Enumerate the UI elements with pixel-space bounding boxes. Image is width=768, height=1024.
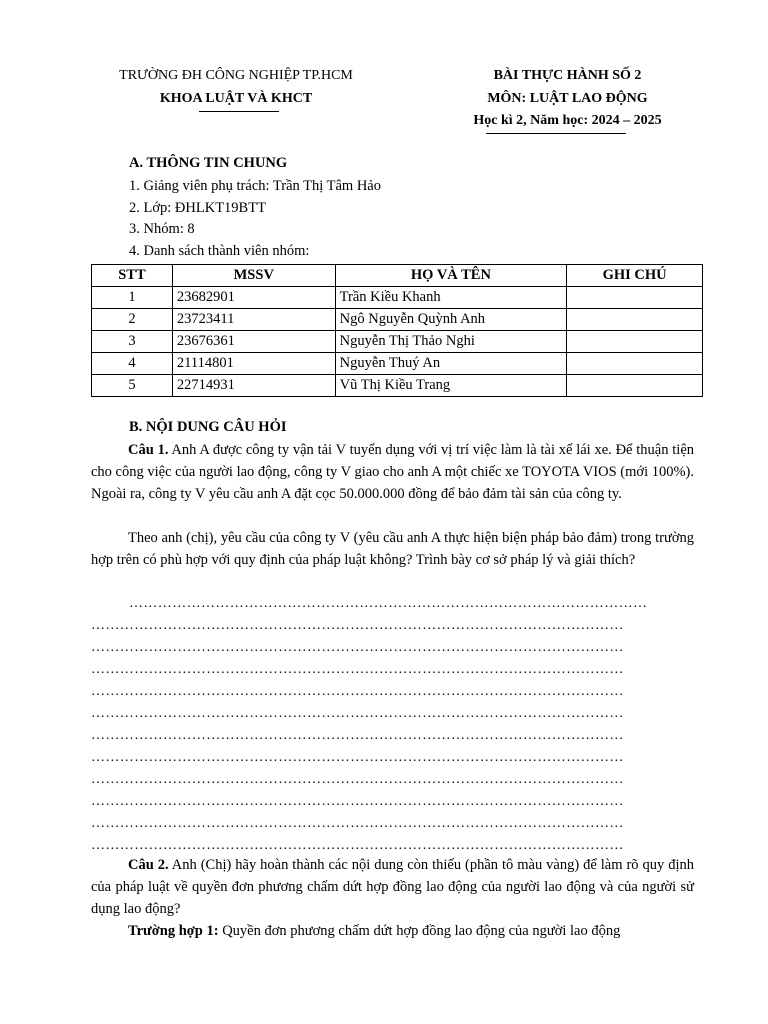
cell-mssv: 23723411 <box>172 309 335 331</box>
cell-fullname: Ngô Nguyễn Quỳnh Anh <box>335 309 567 331</box>
answer-line: ………………………………………………………………………………………………… <box>91 794 624 809</box>
semester-year: Học kì 2, Năm học: 2024 – 2025 <box>473 113 662 128</box>
question-1-prompt <box>91 527 694 571</box>
answer-line: ………………………………………………………………………………………………… <box>91 684 624 699</box>
answer-line: ………………………………………………………………………………………………… <box>91 662 624 677</box>
question-1-paragraph <box>91 439 694 505</box>
cell-mssv: 23682901 <box>172 287 335 309</box>
case-1-label: Trường hợp 1: <box>128 923 219 939</box>
cell-note <box>567 331 703 353</box>
answer-line: ………………………………………………………………………………………………… <box>91 706 624 721</box>
cell-fullname: Trần Kiều Khanh <box>335 287 567 309</box>
cell-stt: 1 <box>92 287 173 309</box>
question-1-label: Câu 1. <box>128 442 169 458</box>
answer-line: ………………………………………………………………………………………………… <box>91 618 624 633</box>
question-2-paragraph <box>91 854 694 920</box>
table-row <box>92 331 703 353</box>
answer-line: ………………………………………………………………………………………………… <box>91 816 624 831</box>
cell-stt: 2 <box>92 309 173 331</box>
cell-stt: 4 <box>92 353 173 375</box>
question-2-label: Câu 2. <box>128 857 169 873</box>
cell-mssv: 23676361 <box>172 331 335 353</box>
header-right-underline <box>486 133 626 134</box>
answer-line: ………………………………………………………………………………………………… <box>91 640 624 655</box>
cell-fullname: Vũ Thị Kiều Trang <box>335 375 567 397</box>
case-1-text: Quyền đơn phương chấm dứt hợp đồng lao động của người lao động <box>218 923 621 939</box>
section-b-title: B. NỘI DUNG CÂU HỎI <box>129 419 287 435</box>
cell-note <box>567 353 703 375</box>
cell-fullname: Nguyễn Thuý An <box>335 353 567 375</box>
subject-name: MÔN: LUẬT LAO ĐỘNG <box>487 91 648 106</box>
header-mssv: MSSV <box>172 265 335 287</box>
cell-stt: 3 <box>92 331 173 353</box>
answer-line: ………………………………………………………………………………………………… <box>91 772 624 787</box>
answer-line: ………………………………………………………………………………………………… <box>91 838 624 853</box>
answer-line: ……………………………………………………………………………………………… <box>129 596 648 611</box>
class-line: 2. Lớp: ĐHLKT19BTT <box>129 200 266 216</box>
table-row <box>92 353 703 375</box>
section-a-title: A. THÔNG TIN CHUNG <box>129 155 288 171</box>
header-left-underline <box>199 111 279 112</box>
table-row <box>92 375 703 397</box>
table-row <box>92 287 703 309</box>
cell-mssv: 21114801 <box>172 353 335 375</box>
university-name: TRƯỜNG ĐH CÔNG NGHIỆP TP.HCM <box>119 68 353 83</box>
faculty-name: KHOA LUẬT VÀ KHCT <box>159 91 313 106</box>
cell-note <box>567 309 703 331</box>
cell-note <box>567 287 703 309</box>
table-row <box>92 309 703 331</box>
cell-note <box>567 375 703 397</box>
header-note: GHI CHÚ <box>567 265 703 287</box>
cell-stt: 5 <box>92 375 173 397</box>
cell-fullname: Nguyễn Thị Thảo Nghi <box>335 331 567 353</box>
table-header-row <box>92 265 703 287</box>
header-stt: STT <box>92 265 173 287</box>
member-list-label: 4. Danh sách thành viên nhóm: <box>129 243 310 259</box>
members-table <box>91 264 703 397</box>
question-2-text: Anh (Chị) hãy hoàn thành các nội dung còn thiếu (phần tô màu vàng) để làm rõ quy định của pháp luật về quyền đơn phương chấm dứt hợp đồng lao động của người lao động và của người sử dụng lao động? <box>91 857 694 917</box>
answer-line: ………………………………………………………………………………………………… <box>91 750 624 765</box>
question-1-prompt-text: Theo anh (chị), yêu cầu của công ty V (yêu cầu anh A thực hiện biện pháp bảo đảm) trong trường hợp trên có phù hợp với quy định của pháp luật không? Trình bày cơ sở pháp lý và giải thích? <box>91 530 694 568</box>
header-fullname: HỌ VÀ TÊN <box>335 265 567 287</box>
answer-line: ………………………………………………………………………………………………… <box>91 728 624 743</box>
question-1-text: Anh A được công ty vận tải V tuyển dụng với vị trí việc làm là tài xế lái xe. Để thuận tiện cho công việc của người lao động, công ty V giao cho anh A một chiếc xe TOYOTA VIOS (mới 100%). Ngoài ra, công ty V yêu cầu anh A đặt cọc 50.000.000 đồng để bảo đảm tài sản của công ty. <box>91 442 695 502</box>
assignment-title: BÀI THỰC HÀNH SỐ 2 <box>493 68 642 83</box>
cell-mssv: 22714931 <box>172 375 335 397</box>
case-1-paragraph <box>91 920 694 942</box>
lecturer-line: 1. Giảng viên phụ trách: Trần Thị Tâm Hảo <box>129 178 381 194</box>
group-line: 3. Nhóm: 8 <box>129 221 195 237</box>
